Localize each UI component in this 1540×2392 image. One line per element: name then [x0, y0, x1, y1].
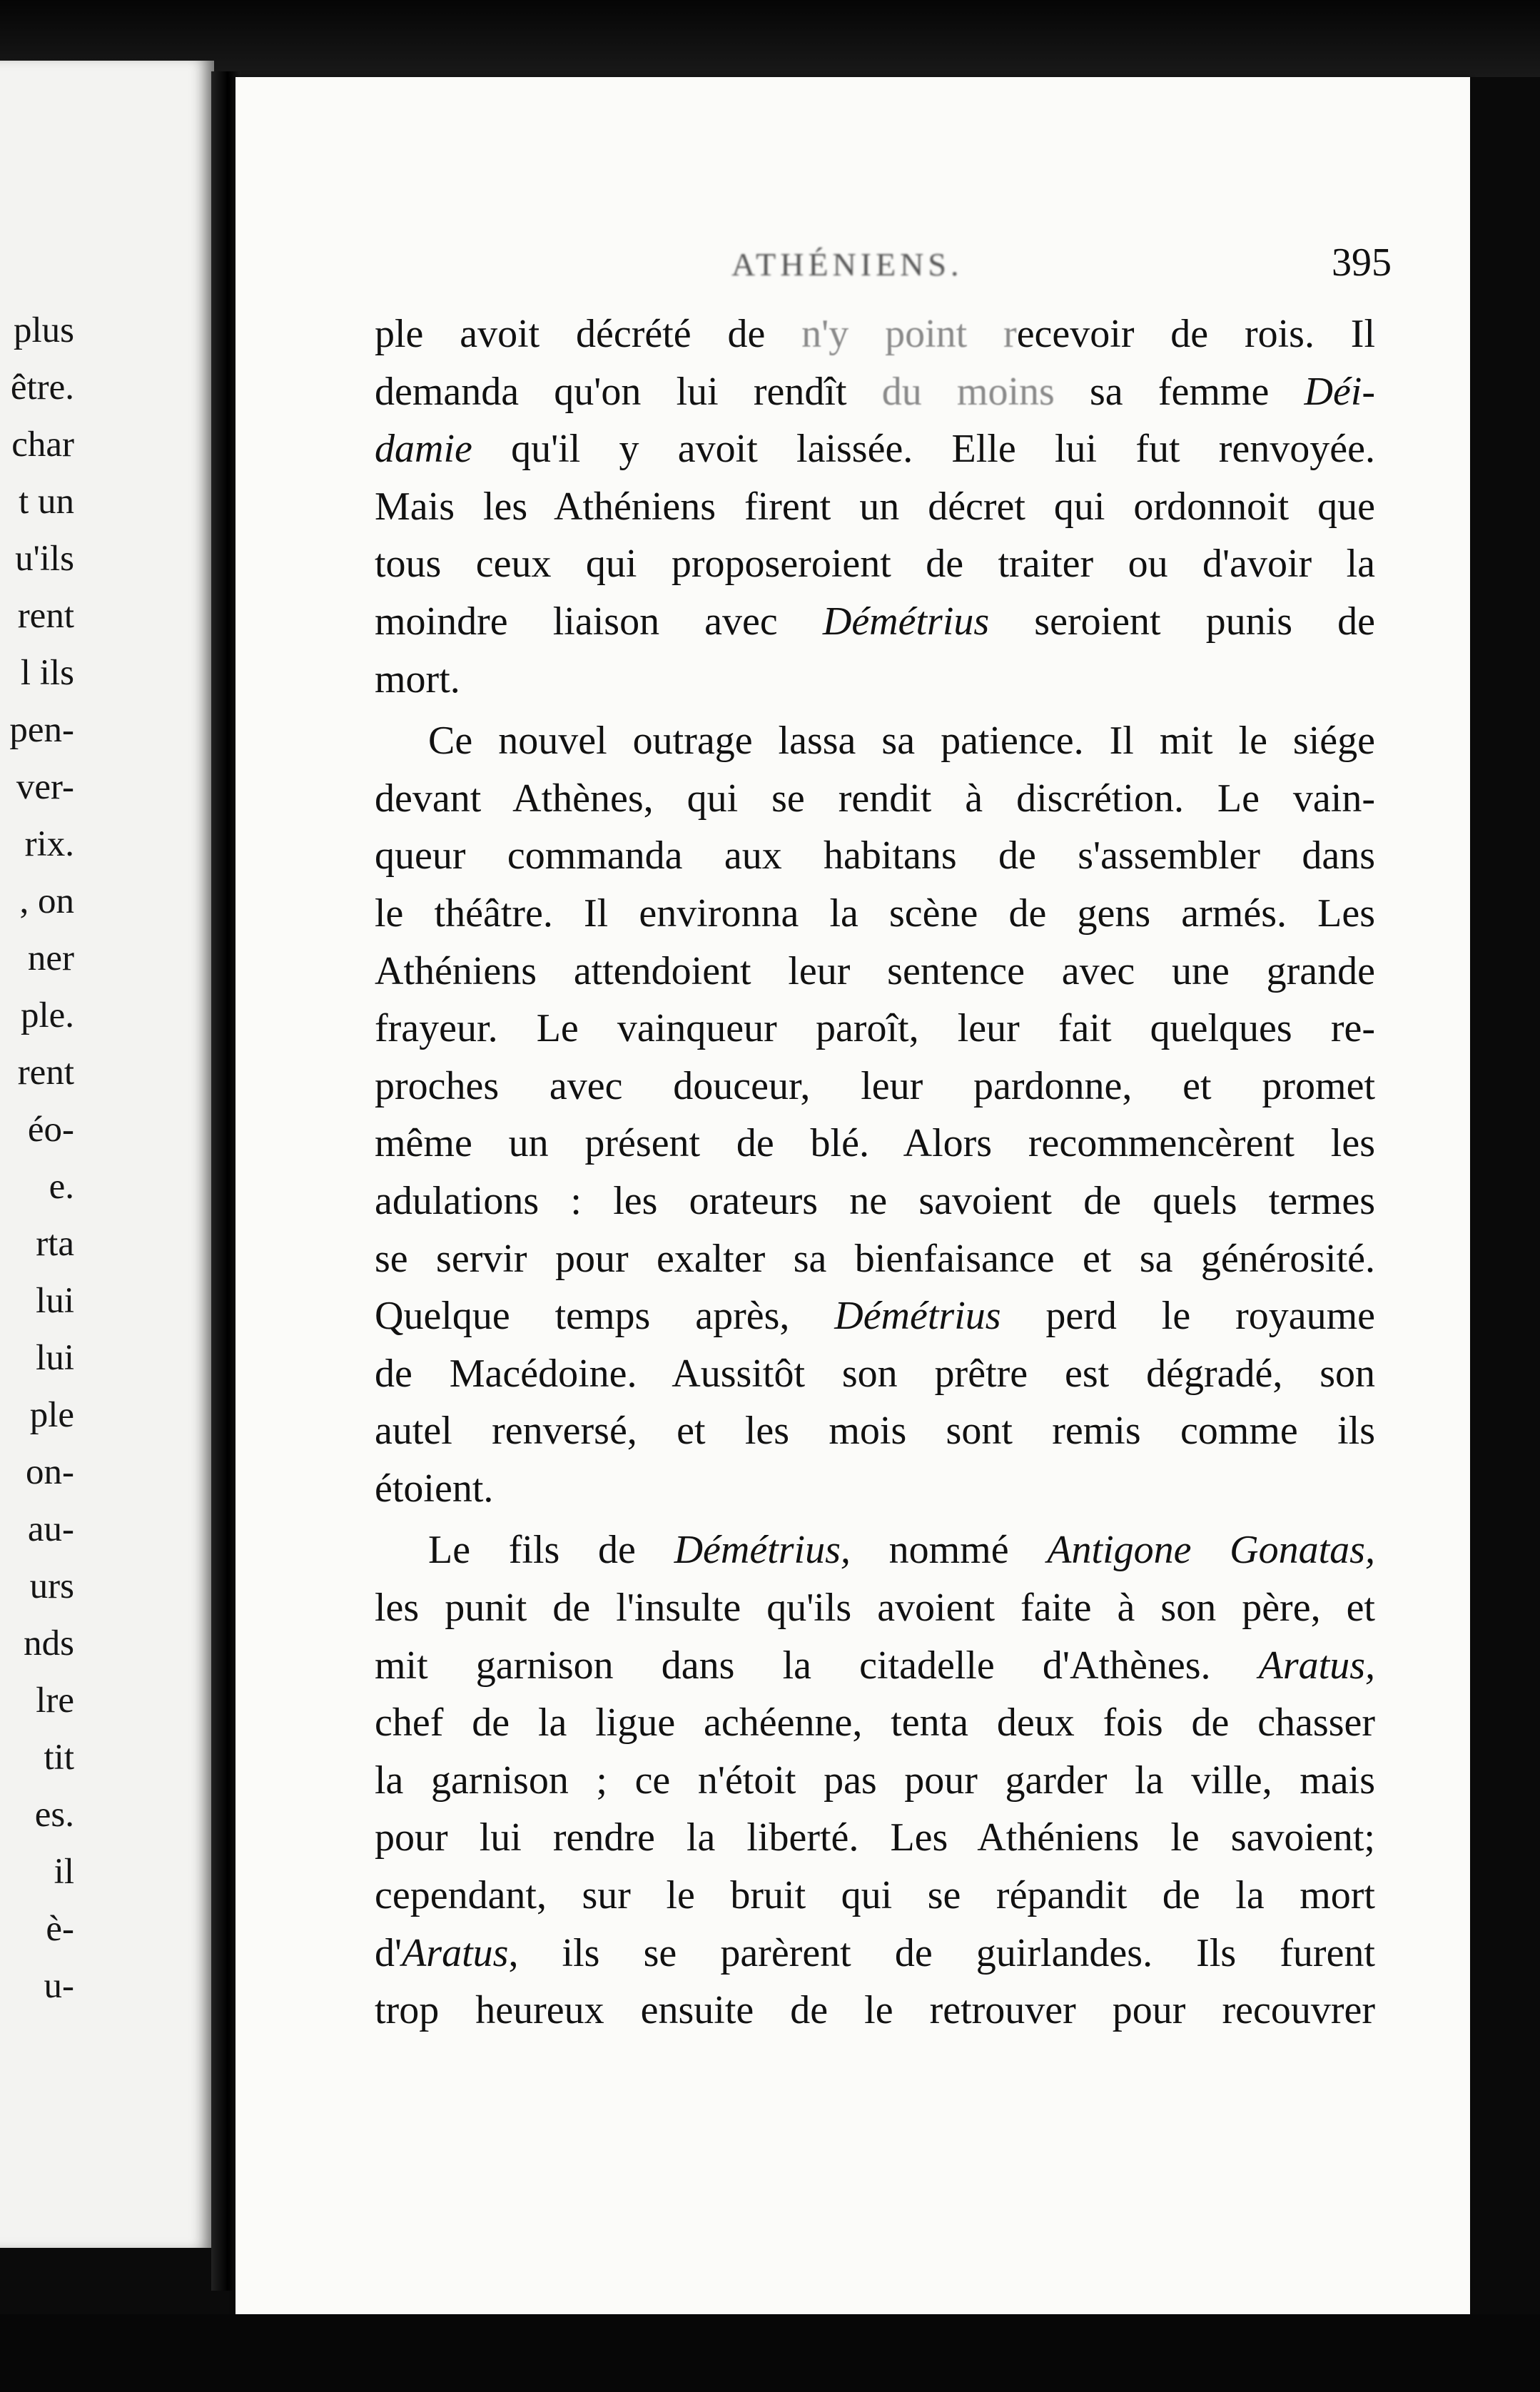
text-line: le théâtre. Il environna la scène de gens armés. Les — [375, 891, 1375, 936]
text-line: pour lui rendre la liberté. Les Athéniens le savoient; — [375, 1815, 1375, 1860]
facing-page-fragment: u- — [44, 1966, 74, 2006]
text-line: mort. — [375, 657, 460, 701]
text-line: la garnison ; ce n'étoit pas pour garder la ville, mais — [375, 1758, 1375, 1803]
text-line: de Macédoine. Aussitôt son prêtre est dégradé, son — [375, 1351, 1375, 1396]
facing-page-fragment: t un — [19, 482, 74, 522]
text-line: chef de la ligue achéenne, tenta deux fois de chasser — [375, 1701, 1375, 1745]
text-line: demanda qu'on lui rendît du moins sa femme Déi- — [375, 369, 1376, 414]
facing-page-fragment: il — [54, 1852, 74, 1892]
facing-page-fragment: on- — [26, 1452, 74, 1492]
facing-page-fragment: ver- — [16, 767, 74, 807]
text-line: mit garnison dans la citadelle d'Athènes. Aratus, — [375, 1643, 1375, 1688]
text-line: Quelque temps après, Démétrius perd le royaume — [375, 1294, 1375, 1339]
text-line: adulations : les orateurs ne savoient de quels termes — [375, 1178, 1375, 1223]
facing-page-fragment: nds — [24, 1623, 74, 1663]
facing-page-fragment: éo- — [27, 1110, 74, 1150]
facing-page-fragment: char — [11, 425, 74, 465]
facing-page-fragment: es. — [34, 1795, 74, 1835]
text-line: frayeur. Le vainqueur paroît, leur fait quelques re- — [375, 1006, 1375, 1051]
facing-page-fragment: u'ils — [15, 539, 74, 579]
text-line: proches avec douceur, leur pardonne, et promet — [375, 1063, 1375, 1108]
text-line: se servir pour exalter sa bienfaisance et sa générosité. — [375, 1236, 1375, 1281]
facing-page-fragment: lui — [36, 1281, 74, 1321]
facing-page-text-fragments — [0, 302, 74, 2015]
scan-right-border — [1470, 77, 1540, 2314]
facing-page-left — [0, 61, 214, 2248]
running-head — [235, 240, 1459, 303]
facing-page-fragment: lre — [36, 1681, 74, 1720]
text-line: tous ceux qui proposeroient de traiter ou d'avoir la — [375, 542, 1375, 587]
facing-page-fragment: tit — [44, 1738, 74, 1778]
facing-page-fragment: rent — [17, 1053, 74, 1093]
page-number: 395 — [1332, 240, 1392, 285]
text-line: devant Athènes, qui se rendit à discrétion. Le vain- — [375, 776, 1375, 821]
facing-page-fragment: ner — [27, 938, 74, 978]
facing-page-fragment: au- — [27, 1509, 74, 1549]
facing-page-fragment: pen- — [9, 710, 74, 750]
facing-page-fragment: ple. — [20, 995, 74, 1035]
text-line: même un présent de blé. Alors recommencèrent les — [375, 1121, 1375, 1166]
facing-page-fragment: l ils — [20, 653, 74, 693]
scan-top-border — [0, 0, 1540, 78]
text-line: d'Aratus, ils se parèrent de guirlandes. Ils furent — [375, 1930, 1375, 1975]
text-line: moindre liaison avec Démétrius seroient punis de — [375, 599, 1375, 644]
facing-page-fragment: plus — [13, 310, 74, 350]
facing-page-fragment: rix. — [24, 824, 74, 864]
facing-page-fragment: ple — [29, 1395, 74, 1435]
text-line: les punit de l'insulte qu'ils avoient faite à son père, et — [375, 1586, 1375, 1631]
running-head-title: ATHÉNIENS. — [731, 246, 963, 283]
text-line: damie qu'il y avoit laissée. Elle lui fut renvoyée. — [375, 427, 1375, 472]
facing-page-fragment: rent — [17, 596, 74, 636]
facing-page-fragment: être. — [10, 368, 74, 407]
text-line: Le fils de Démétrius, nommé Antigone Gonatas, — [428, 1528, 1375, 1573]
facing-page-fragment: e. — [49, 1167, 74, 1207]
text-line: cependant, sur le bruit qui se répandit de la mort — [375, 1873, 1375, 1918]
facing-page-fragment: lui — [36, 1338, 74, 1378]
text-line: queur commanda aux habitans de s'assembler dans — [375, 833, 1375, 878]
text-line: ple avoit décrété de n'y point recevoir de rois. Il — [375, 312, 1375, 356]
facing-page-fragment: è- — [46, 1909, 74, 1949]
text-line: Athéniens attendoient leur sentence avec une grande — [375, 948, 1375, 993]
book-page — [235, 77, 1470, 2314]
facing-page-fragment: , on — [19, 881, 74, 921]
text-line: Ce nouvel outrage lassa sa patience. Il mit le siége — [428, 719, 1375, 764]
text-line: autel renversé, et les mois sont remis comme ils — [375, 1409, 1375, 1454]
facing-page-fragment: urs — [29, 1566, 74, 1606]
text-line: Mais les Athéniens firent un décret qui ordonnoit que — [375, 484, 1375, 529]
scan-bottom-border — [0, 2314, 1540, 2392]
body-text — [375, 305, 1375, 2039]
facing-page-fragment: rta — [36, 1224, 74, 1264]
text-line: étoient. — [375, 1466, 494, 1511]
text-line: trop heureux ensuite de le retrouver pour recouvrer — [375, 1988, 1375, 2033]
